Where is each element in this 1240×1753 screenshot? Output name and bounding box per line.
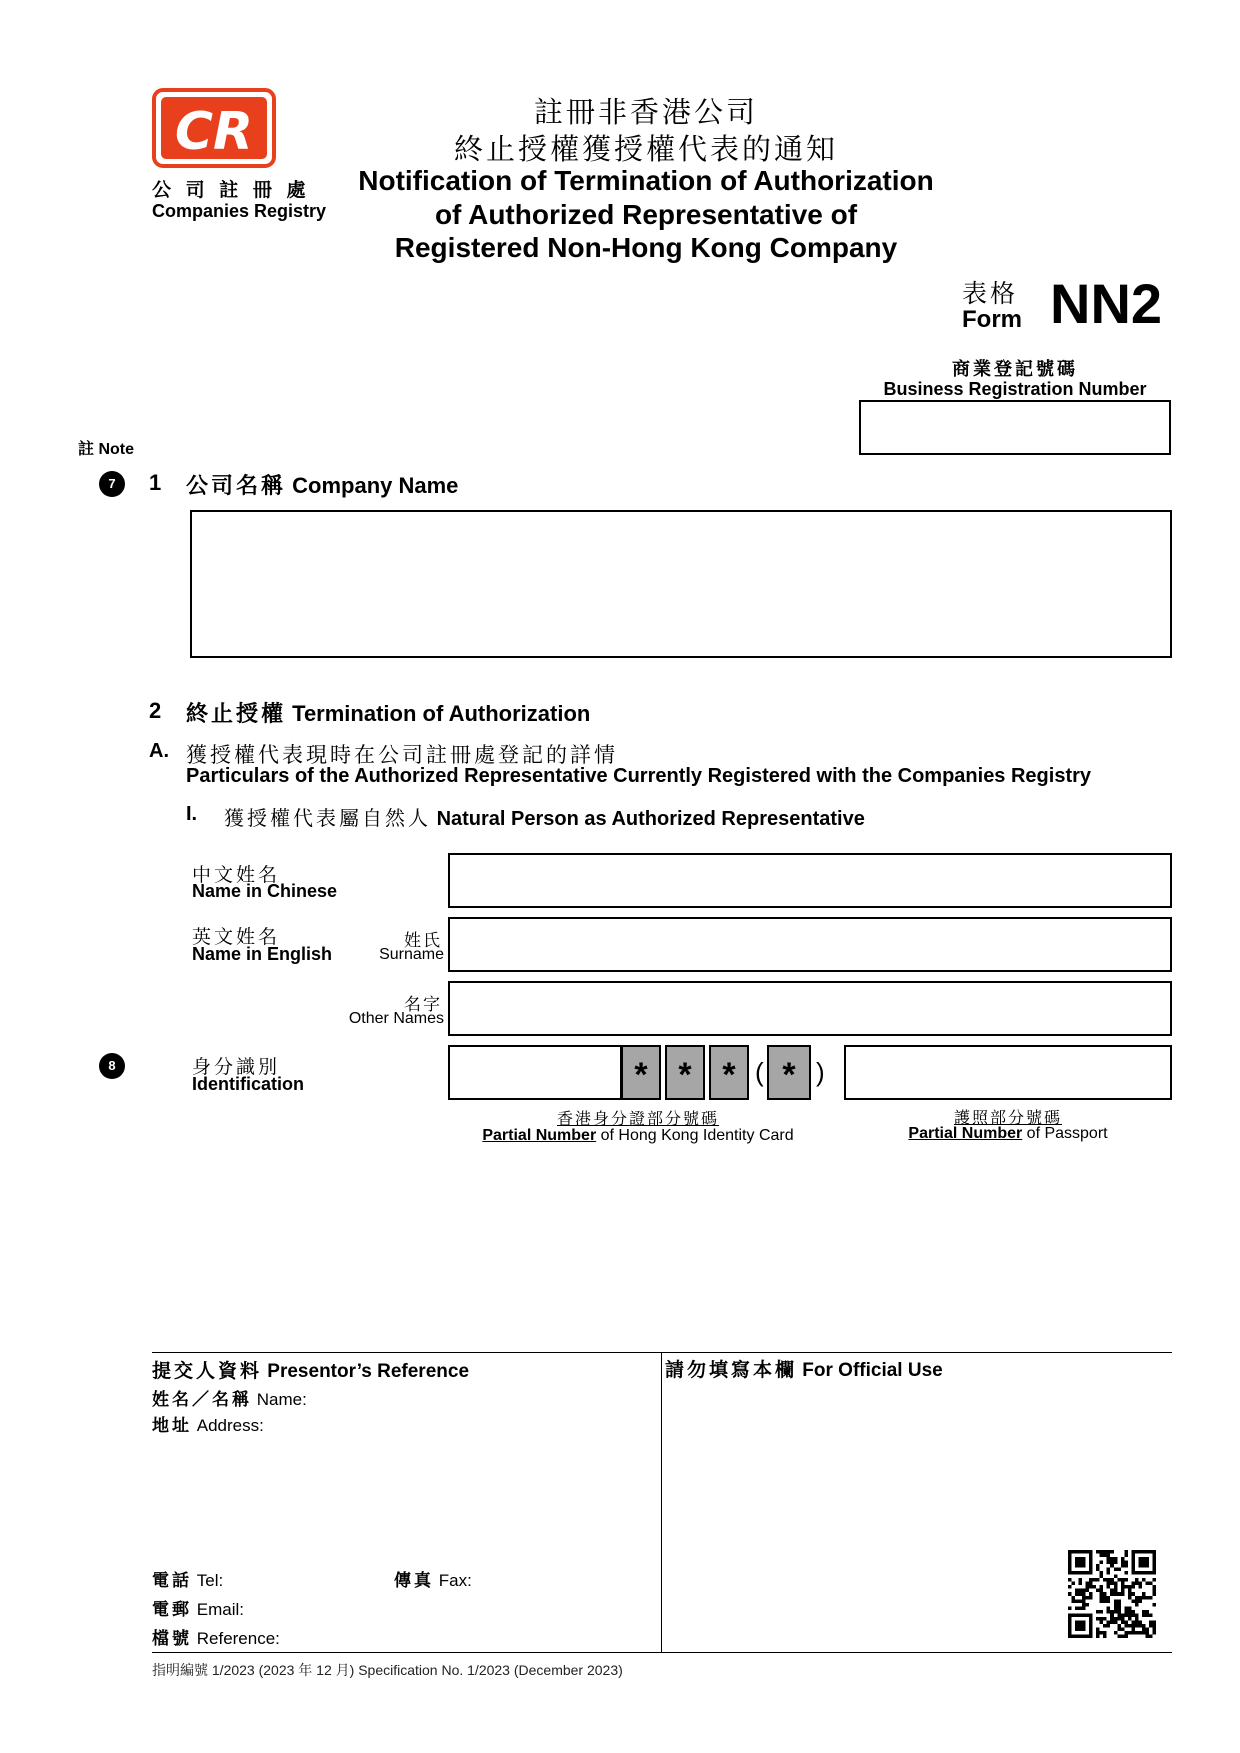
logo-letters: CR (174, 102, 254, 162)
identification-label-en: Identification (192, 1074, 304, 1094)
partA-title-en: Particulars of the Authorized Representative Currently Registered with the Companies Registry (186, 765, 1092, 787)
presentor-fax-label-en: Fax: (438, 1571, 472, 1590)
logo-name-en: Companies Registry (152, 201, 327, 221)
official-use-title-zh: 請勿填寫本欄 (665, 1359, 798, 1381)
official-use-title (665, 1355, 943, 1382)
hkid-close-paren: ) (816, 1057, 825, 1087)
partA-letter: A. (149, 740, 169, 762)
chinese-name-label-en: Name in Chinese (192, 881, 338, 901)
presentor-name-row[interactable] (152, 1385, 307, 1410)
note-label-zh: 註 (78, 441, 95, 458)
form-code: NN2 (1050, 272, 1163, 335)
logo-name-zh: 公 司 註 冊 處 (152, 179, 310, 201)
passport-partial-number-field[interactable] (844, 1045, 1172, 1100)
form-label-zh: 表格 (962, 279, 1019, 308)
presentor-address-row[interactable] (152, 1411, 264, 1436)
chinese-name-field[interactable] (448, 853, 1172, 908)
section1-title (186, 469, 458, 500)
hkid-check-digit-mask: * (767, 1045, 811, 1100)
identification-label-zh: 身分識別 (192, 1056, 281, 1078)
presentor-email-label-en: Email: (196, 1600, 244, 1619)
section2-title-zh: 終止授權 (186, 702, 287, 727)
presentor-name-label-en: Name: (256, 1390, 307, 1409)
hkid-caption-zh: 香港身分證部分號碼 (556, 1109, 719, 1128)
presentor-address-label-zh: 地址 (152, 1416, 192, 1436)
presentor-reference-label-en: Reference: (196, 1629, 280, 1648)
surname-label-en: Surname (379, 946, 444, 963)
official-use-title-en: For Official Use (802, 1360, 943, 1381)
presentor-title-zh: 提交人資料 (152, 1360, 263, 1382)
presentor-divider (661, 1352, 662, 1652)
hkid-mask-3: * (709, 1045, 749, 1100)
partI-title (224, 802, 865, 831)
brn-label-zh: 商業登記號碼 (952, 359, 1078, 380)
passport-caption-en (844, 1125, 1172, 1143)
note-badge-8: 8 (99, 1053, 125, 1079)
hkid-caption-en (448, 1127, 828, 1145)
section2-title (186, 697, 590, 728)
companies-registry-logo (152, 88, 276, 168)
company-name-field[interactable] (190, 510, 1172, 658)
hkid-partial-number-field[interactable] (448, 1045, 622, 1100)
form-label-en: Form (962, 306, 1022, 333)
presentor-reference-row[interactable] (152, 1624, 280, 1649)
section1-title-zh: 公司名稱 (186, 474, 287, 499)
note-label-en: Note (98, 441, 135, 458)
title-zh-line2: 終止授權獲授權代表的通知 (453, 132, 838, 166)
presentor-bottom-rule (152, 1652, 1172, 1653)
partI-roman: I. (186, 803, 198, 825)
presentor-reference-label-zh: 檔號 (152, 1629, 192, 1649)
hkid-mask-2: * (665, 1045, 705, 1100)
business-registration-number-field[interactable] (859, 400, 1171, 455)
title-en-line3: Registered Non-Hong Kong Company (394, 232, 898, 263)
english-name-label-zh: 英文姓名 (192, 926, 281, 948)
presentor-fax-label-zh: 傳真 (394, 1571, 434, 1591)
presentor-address-label-en: Address: (196, 1416, 264, 1435)
title-zh-line1: 註冊非香港公司 (533, 95, 758, 129)
other-names-field[interactable] (448, 981, 1172, 1036)
other-names-label-en: Other Names (348, 1010, 444, 1027)
section1-number: 1 (149, 470, 162, 495)
presentor-title-en: Presentor’s Reference (267, 1361, 470, 1382)
title-en-line2: of Authorized Representative of (434, 199, 858, 230)
english-name-label-en: Name in English (192, 944, 333, 964)
title-en-line1: Notification of Termination of Authorization (358, 165, 934, 196)
specification-footer: 指明編號 1/2023 (2023 年 12 月) Specification No. 1/2023 (December 2023) (152, 1662, 623, 1678)
presentor-tel-label-zh: 電話 (152, 1571, 192, 1591)
partI-title-en: Natural Person as Authorized Representative (436, 808, 865, 830)
section1-title-en: Company Name (292, 473, 459, 498)
section2-number: 2 (149, 698, 162, 723)
qr-code (1068, 1550, 1156, 1638)
hkid-open-paren: ( (755, 1057, 764, 1087)
passport-caption-en-rest: of Passport (1022, 1125, 1108, 1142)
other-names-label-zh: 名字 (404, 995, 442, 1015)
presentor-fax-row[interactable] (394, 1566, 472, 1591)
hkid-caption-en-underlined: Partial Number (482, 1127, 597, 1144)
section2-title-en: Termination of Authorization (292, 701, 591, 726)
chinese-name-label-zh: 中文姓名 (192, 864, 281, 886)
presentor-tel-label-en: Tel: (196, 1571, 224, 1590)
presentor-email-label-zh: 電郵 (152, 1600, 192, 1620)
partA-title-zh: 獲授權代表現時在公司註冊處登記的詳情 (186, 743, 618, 767)
brn-label-en: Business Registration Number (883, 379, 1147, 399)
presentor-tel-row[interactable] (152, 1566, 223, 1591)
passport-caption-zh: 護照部分號碼 (953, 1108, 1062, 1127)
presentor-email-row[interactable] (152, 1595, 244, 1620)
partI-title-zh: 獲授權代表屬自然人 (224, 806, 431, 830)
hkid-mask-1: * (621, 1045, 661, 1100)
hkid-caption-en-rest: of Hong Kong Identity Card (596, 1127, 794, 1144)
note-badge-7: 7 (99, 471, 125, 497)
presentor-top-rule (152, 1352, 1172, 1353)
note-label (78, 436, 134, 459)
surname-label-zh: 姓氏 (404, 931, 442, 951)
passport-caption-en-underlined: Partial Number (908, 1125, 1023, 1142)
presentor-name-label-zh: 姓名／名稱 (152, 1390, 252, 1410)
surname-field[interactable] (448, 917, 1172, 972)
presentor-title (152, 1356, 469, 1383)
